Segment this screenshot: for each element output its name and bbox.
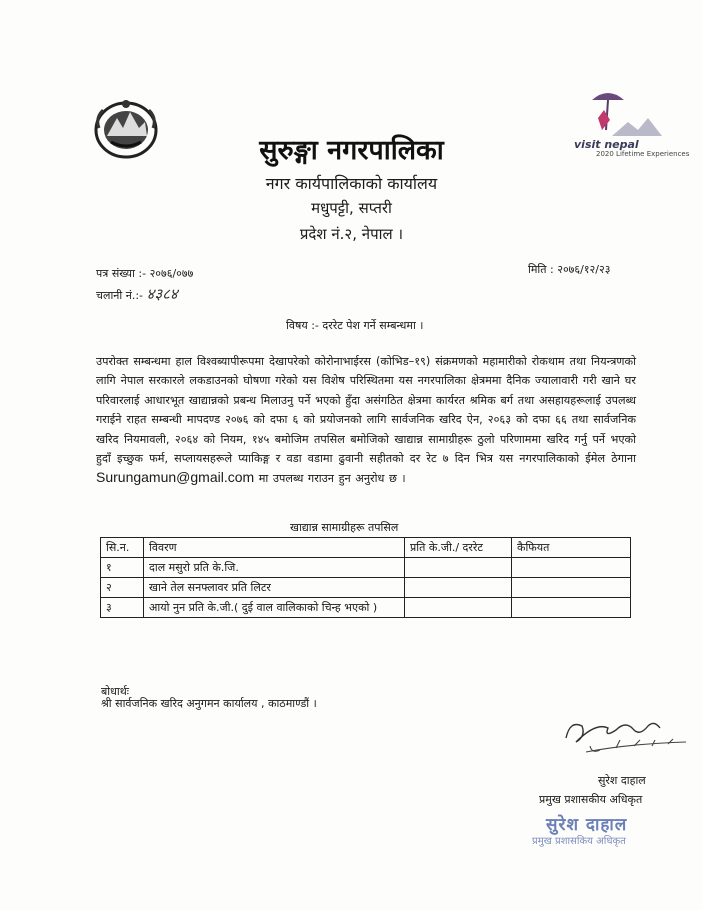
province-line: प्रदेश नं.२, नेपाल । — [299, 225, 404, 243]
header-sn: सि.न. — [101, 538, 144, 558]
letter-subject: विषय :- दररेट पेश गर्ने सम्बन्धमा । — [286, 319, 424, 332]
cell-sn: ३ — [101, 598, 144, 618]
office-location: मधुपट्टी, सप्तरी — [311, 199, 392, 217]
officer-title: प्रमुख प्रशासकीय अधिकृत — [539, 793, 643, 806]
handwritten-signature — [556, 702, 696, 762]
cell-remarks — [512, 558, 631, 578]
office-name: नगर कार्यपालिकाको कार्यालय — [265, 174, 438, 193]
cell-description: दाल मसुरो प्रति के.जि. — [144, 558, 405, 578]
header-description: विवरण — [144, 538, 405, 558]
cell-sn: २ — [101, 578, 144, 598]
letter-ref-number: पत्र संख्या :- २०७६/०७७ — [96, 267, 194, 280]
officer-name: सुरेश दाहाल — [598, 774, 646, 787]
cc-label: बोधार्थः — [101, 685, 129, 698]
cell-rate — [405, 598, 512, 618]
visit-logo-text: visit nepal — [574, 138, 639, 151]
cell-description: आयो नुन प्रति के.जी.( दुई वाल वालिकाको चिन्ह भएको ) — [144, 598, 405, 618]
dispatch-number: ४३८४ — [146, 285, 178, 303]
dispatch-line — [96, 284, 178, 304]
cell-sn: १ — [101, 558, 144, 578]
dispatch-label: चलानी नं.:- — [96, 289, 144, 302]
header-remarks: कैफियत — [512, 538, 631, 558]
cell-rate — [405, 578, 512, 598]
body-paragraph: उपरोक्त सम्बन्धमा हाल विश्वब्यापीरूपमा देखापरेको कोरोनाभाईरस (कोभिड–१९) संक्रमणको महामारीको रोकथाम तथा नियन्त्रणको लागि नेपाल सरकारले लकडाउनको घोषणा गरेको यस विशेष परिस्थितमा यस नगरपालिका क्षेत्रममा दैनिक ज्यालावारी गरी खाने घर परिवारलाई आधारभूत खाद्यान्नको प्रबन्ध मिलाउनु पर्ने भएको हुँदा असंगठित क्षेत्रमा कार्यरत श्रमिक बर्ग तथा असहायहरूलाई उपलब्ध गराईने राहत सम्बन्धी मापदण्ड २०७६ को दफा ६ को प्रयोजनको लागि सार्वजनिक खरिद ऐन, २०६३ को दफा ६६ तथा सार्वजनिक खरिद नियमावली, २०६४ को नियम, १४५ बमोजिम तपसिल बमोजिको खाद्यान्न सामाग्रीहरू ठुलो परिणाममा खरिद गर्नु पर्ने भएको हुदाँ इच्छुक फर्म, सप्लायसहरूले प्याकिङ्ग र वडा वडामा ढुवानी सहीतको दर रेट ७ दिन भित्र यस नगरपालिकाको ईमेल ठेगाना — [96, 355, 636, 466]
table-row — [101, 558, 631, 578]
contact-email: Surungamun@gmail.com — [96, 469, 255, 486]
header-rate: प्रति के.जी./ दररेट — [405, 538, 512, 558]
stamp-title: प्रमुख प्रशासकिय अधिकृत — [532, 836, 626, 847]
visit-logo-year: 2020 Lifetime Experiences — [596, 150, 690, 158]
table-row — [101, 578, 631, 598]
letter-date: मिति : २०७६/१२/२३ — [528, 263, 611, 276]
table-header-row — [101, 538, 631, 558]
body-closing: मा उपलब्ध गराउन हुन अनुरोध छ । — [258, 472, 406, 486]
cell-rate — [405, 558, 512, 578]
cc-recipient: श्री सार्वजनिक खरिद अनुगमन कार्यालय , काठमाण्डौं । — [101, 697, 317, 710]
cell-remarks — [512, 598, 631, 618]
cell-remarks — [512, 578, 631, 598]
items-table — [100, 537, 631, 618]
stamp-name: सुरेश दाहाल — [546, 815, 628, 835]
table-row — [101, 598, 631, 618]
cell-description: खाने तेल सनफ्लावर प्रति लिटर — [144, 578, 405, 598]
letter-body — [96, 352, 636, 489]
org-name: सुरुङ्गा नगरपालिका — [259, 135, 444, 166]
table-caption: खाद्यान्न सामाग्रीहरू तपसिल — [290, 521, 399, 534]
